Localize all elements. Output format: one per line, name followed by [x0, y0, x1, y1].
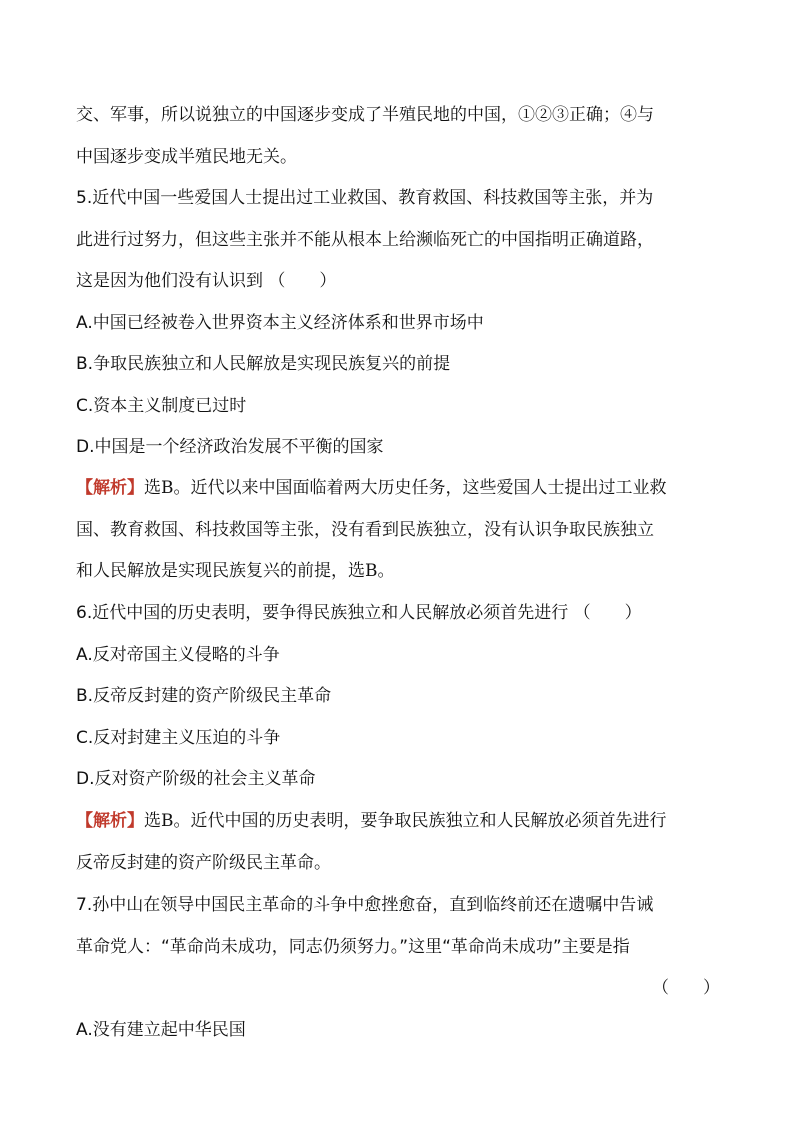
question-5 [76, 178, 720, 469]
question-7-stem-line: 7.孙中山在领导中国民主革命的斗争中愈挫愈奋，直到临终前还在遗嘱中告诫 [76, 895, 654, 915]
question-5-option-b: B.争取民族独立和人民解放是实现民族复兴的前提 [76, 354, 451, 374]
question-5-stem-line: 此进行过努力，但这些主张并不能从根本上给濒临死亡的中国指明正确道路， [76, 229, 654, 250]
question-5-option-a: A.中国已经被卷入世界资本主义经济体系和世界市场中 [76, 312, 484, 333]
question-5-option-c: C.资本主义制度已过时 [76, 395, 247, 416]
question-5-option-d: D.中国是一个经济政治发展不平衡的国家 [76, 437, 384, 457]
explanation-line [76, 801, 720, 843]
question-7-option-a: A.没有建立起中华民国 [76, 1019, 246, 1040]
explanation-line: 国、教育救国、科技救国等主张，没有看到民族独立，没有认识争取民族独立 [76, 519, 654, 540]
question-6-option-c: C.反对封建主义压迫的斗争 [76, 727, 281, 748]
question-5-explanation [76, 468, 720, 593]
question-6-stem-line: 6.近代中国的历史表明，要争得民族独立和人民解放必须首先进行 （ ） [76, 603, 642, 623]
explanation-line [76, 468, 720, 510]
explanation-text: 选B。近代中国的历史表明，要争取民族独立和人民解放必须首先进行 [144, 811, 667, 831]
answer-bracket: （ ） [652, 978, 720, 998]
question-7 [76, 885, 720, 1051]
explanation-line: 和人民解放是实现民族复兴的前提，选B。 [76, 561, 395, 581]
text-line: 中国逐步变成半殖民地无关。 [76, 146, 297, 167]
explanation-text: 选B。近代以来中国面临着两大历史任务，这些爱国人士提出过工业救 [144, 478, 667, 498]
question-5-stem-line: 5.近代中国一些爱国人士提出过工业救国、教育救国、科技救国等主张，并为 [76, 188, 654, 208]
question-6-explanation [76, 801, 720, 884]
previous-explanation-continued [76, 95, 720, 178]
question-6-option-d: D.反对资产阶级的社会主义革命 [76, 769, 316, 789]
explanation-tag: 【解析】 [76, 811, 144, 831]
explanation-line: 反帝反封建的资产阶级民主革命。 [76, 852, 331, 873]
question-6-option-a: A.反对帝国主义侵略的斗争 [76, 644, 280, 665]
question-6-option-b: B.反帝反封建的资产阶级民主革命 [76, 686, 332, 706]
text-line: 交、军事，所以说独立的中国逐步变成了半殖民地的中国，①②③正确；④与 [76, 105, 654, 125]
explanation-tag: 【解析】 [76, 478, 144, 498]
question-6 [76, 593, 720, 801]
question-5-stem-line: 这是因为他们没有认识到 （ ） [76, 271, 337, 291]
question-7-stem-line: 革命党人：“革命尚未成功，同志仍须努力。”这里“革命尚未成功”主要是指 [76, 936, 630, 957]
